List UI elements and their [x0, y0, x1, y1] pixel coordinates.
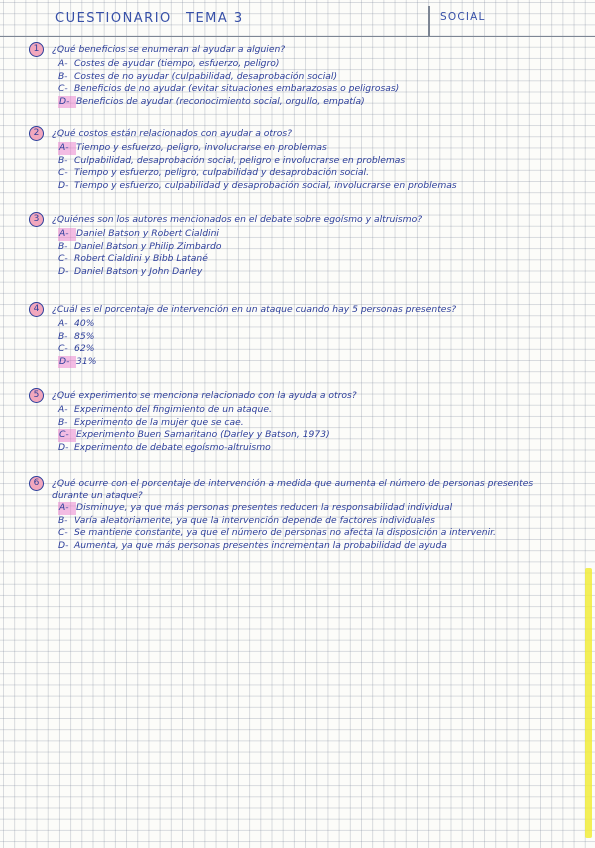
option-letter: B-	[58, 70, 68, 82]
option-text: Experimento de la mujer que se cae.	[74, 416, 244, 428]
option-text: Daniel Batson y Robert Cialdini	[76, 228, 219, 239]
answer-option	[58, 442, 568, 455]
option-letter: C-	[58, 527, 68, 538]
question-heading	[28, 44, 568, 58]
option-text: Tiempo y esfuerzo, peligro, involucrarse en problemas	[76, 142, 327, 153]
answer-option	[58, 540, 568, 553]
option-text: Disminuye, ya que más personas presentes reducen la responsabilidad individual	[76, 502, 453, 513]
option-text: Varía aleatoriamente, ya que la intervención depende de factores individuales	[74, 514, 435, 526]
option-letter: B-	[58, 416, 68, 428]
question-number-badge: 3	[29, 212, 44, 227]
option-letter: B-	[58, 154, 68, 166]
question-text: ¿Qué costos están relacionados con ayudar a otros?	[52, 128, 293, 139]
option-text: Experimento de debate egoísmo-altruismo	[74, 441, 271, 453]
question-text: ¿Qué experimento se menciona relacionado con la ayuda a otros?	[52, 390, 357, 401]
option-text: Daniel Batson y Philip Zimbardo	[74, 240, 222, 252]
option-letter: D-	[58, 96, 76, 109]
question-number-badge: 2	[29, 126, 44, 141]
question-heading	[28, 304, 568, 318]
question-heading	[28, 128, 568, 142]
answer-options	[28, 142, 568, 192]
answer-option	[58, 266, 568, 279]
option-text: Beneficios de ayudar (reconocimiento social, orgullo, empatía)	[76, 95, 365, 107]
option-letter: C-	[58, 343, 68, 354]
answer-option	[58, 356, 568, 369]
question-number-badge: 1	[29, 42, 44, 57]
option-letter: C-	[58, 429, 76, 442]
option-letter: A-	[58, 404, 68, 415]
option-letter: D-	[58, 179, 69, 191]
option-text: Culpabilidad, desaprobación social, peligro e involucrarse en problemas	[74, 154, 406, 166]
answer-options	[28, 404, 568, 454]
answer-option	[58, 318, 568, 331]
option-text: Daniel Batson y John Darley	[74, 265, 203, 277]
answer-option	[58, 527, 528, 540]
answer-option	[58, 331, 568, 344]
answer-option	[58, 417, 568, 430]
option-text: Aumenta, ya que más personas presentes incrementan la probabilidad de ayuda	[74, 539, 447, 551]
option-text: Costes de ayudar (tiempo, esfuerzo, peligro)	[74, 58, 280, 69]
answer-options	[28, 502, 568, 552]
option-letter: C-	[58, 253, 68, 264]
option-letter: C-	[58, 167, 68, 178]
option-text: 40%	[74, 318, 95, 329]
question-text: ¿Qué beneficios se enumeran al ayudar a alguien?	[52, 44, 286, 55]
option-letter: A-	[58, 142, 76, 155]
question-block	[28, 214, 568, 278]
option-letter: B-	[58, 240, 68, 252]
question-heading	[28, 390, 568, 404]
answer-option	[58, 343, 568, 356]
answer-options	[28, 228, 568, 278]
question-block	[28, 304, 568, 368]
option-letter: D-	[58, 539, 69, 551]
option-letter: D-	[58, 441, 69, 453]
option-text: Experimento Buen Samaritano (Darley y Batson, 1973)	[76, 429, 330, 440]
question-number-badge: 6	[29, 476, 44, 491]
answer-option	[58, 180, 568, 193]
answer-option	[58, 155, 568, 168]
option-letter: B-	[58, 330, 68, 342]
option-letter: A-	[58, 228, 76, 241]
answer-option	[58, 228, 568, 241]
answer-option	[58, 253, 568, 266]
answer-option	[58, 404, 568, 417]
option-text: Costes de no ayudar (culpabilidad, desaprobación social)	[74, 70, 338, 82]
answer-option	[58, 515, 568, 528]
option-letter: A-	[58, 502, 76, 515]
answer-option	[58, 71, 568, 84]
header-divider	[428, 6, 430, 36]
option-text: Experimento del fingimiento de un ataque.	[74, 404, 272, 415]
answer-option	[58, 142, 568, 155]
edge-highlighter-mark	[585, 568, 592, 838]
option-text: 62%	[74, 343, 95, 354]
question-block	[28, 390, 568, 454]
answer-option	[58, 502, 568, 515]
page-title: CUESTIONARIO	[55, 11, 172, 26]
option-letter: A-	[58, 58, 68, 69]
option-letter: C-	[58, 83, 68, 94]
question-number-badge: 5	[29, 388, 44, 403]
subject-label: SOCIAL	[440, 11, 486, 23]
question-block	[28, 44, 568, 108]
question-block	[28, 128, 568, 192]
option-letter: D-	[58, 356, 76, 369]
answer-options	[28, 58, 568, 108]
answer-option	[58, 96, 568, 109]
answer-option	[58, 241, 568, 254]
question-number-badge: 4	[29, 302, 44, 317]
answer-option	[58, 58, 568, 71]
theme-label: TEMA 3	[186, 11, 244, 26]
option-text: Tiempo y esfuerzo, peligro, culpabilidad y desaprobación social.	[74, 167, 369, 178]
question-text: ¿Cuál es el porcentaje de intervención en un ataque cuando hay 5 personas presentes?	[52, 304, 457, 315]
question-heading	[28, 478, 568, 502]
option-letter: A-	[58, 318, 68, 329]
question-text: ¿Quiénes son los autores mencionados en el debate sobre egoísmo y altruismo?	[52, 214, 423, 225]
option-text: 85%	[74, 330, 95, 342]
answer-option	[58, 167, 568, 180]
option-letter: D-	[58, 265, 69, 277]
option-text: Se mantiene constante, ya que el número de personas no afecta la disposición a intervenir.	[74, 527, 496, 538]
option-text: Beneficios de no ayudar (evitar situaciones embarazosas o peligrosas)	[74, 83, 400, 94]
option-text: 31%	[76, 355, 97, 367]
question-block	[28, 478, 568, 552]
answer-option	[58, 429, 568, 442]
answer-options	[28, 318, 568, 368]
question-text: ¿Qué ocurre con el porcentaje de intervención a medida que aumenta el número de personas presentes durante un ataque?	[52, 478, 534, 501]
answer-option	[58, 83, 568, 96]
option-text: Robert Cialdini y Bibb Latané	[74, 253, 208, 264]
option-text: Tiempo y esfuerzo, culpabilidad y desaprobación social, involucrarse en problemas	[74, 179, 457, 191]
option-letter: B-	[58, 514, 68, 526]
question-heading	[28, 214, 568, 228]
